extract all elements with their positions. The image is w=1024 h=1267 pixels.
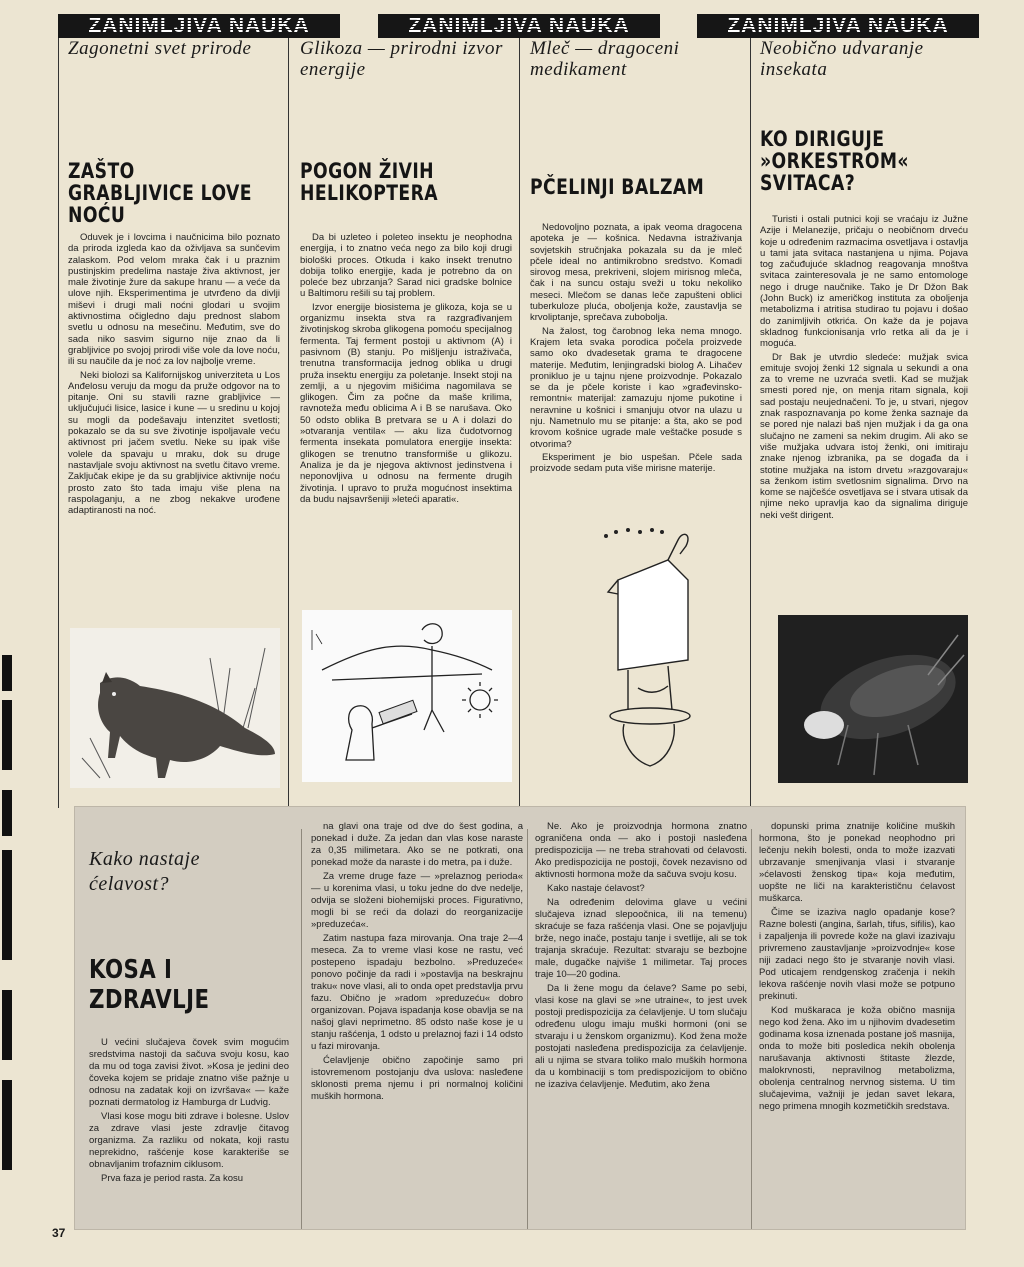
article-headline: ZAŠTO GRABLJIVICE LOVE NOĆU bbox=[68, 159, 252, 227]
subheading: Kako nastaje ćelavost? bbox=[547, 883, 645, 894]
paragraph: Vlasi kose mogu biti zdrave i bolesne. Uslov za zdrave vlasi jeste zdravlje čitavog organizma. Za razliku od nokata, koji rastu neprekidno, rašćenje kose karakteriše se obnavljanim trofaznim ciklusom. bbox=[89, 1111, 289, 1170]
paragraph: Nedovoljno poznata, a ipak veoma dragocena apoteka je — košnica. Nedavna istraživanja sovjetskih stručnjaka pokazala su da je mleč pčele ideal no antimikrobno sredstvo. Komadi sirovog mesa, prekriveni, slojem mirisnog mleča, čak i na suncu ostaju sveži u toku nekoliko meseci. Mlečom se danas leče zapušteni oblici tuberkuloze pluća, obolјenja kože, zaustavlja se krvoliptanje, sprečava zubobolja. bbox=[530, 222, 742, 324]
paragraph: U većini slučajeva čovek svim mogućim sredstvima nastoji da sačuva svoju kosu, kao da mu od toga zavisi život. »Kosa je jedini deo čoveka kojem se pridaje znatno više pažnje u odnosu na zadatak koji on izvršava« — kaže poznati dermatolog iz Hamburga dr Ludvig. bbox=[89, 1037, 289, 1108]
article-headline: KO DIRIGUJE »ORKESTROM« SVITACA? bbox=[760, 127, 909, 195]
paragraph: Dr Bak je utvrdio sledeće: mužjak svica emituje svojoj ženki 12 signala u sekundi a ona za to vreme ne uzvraća svetli. Kad se mužjak smesti pored nje, on menja ritam signala, koji sad postaju neujednačeni. To je, u stvari, njegov znak raspoznavanja po kome ženka saznaje da se pored nje nalazi baš njen mužjak i da ga ona slučajno ne zameni sa nekim drugim. Ali ako se više mužjaka udvara istoj ženki, oni imitiraju znake njenog izbranika, pa se događa da i stotine mužjaka na istom drvetu »razgovaraju« sa ženkom istim svetlosnim signalima. Drvo na kome se najčešće osvetljava se i stvara utisak da njime neko upravlja kao da signalima diriguje neki vešt dirigent. bbox=[760, 351, 968, 521]
helicopter-illustration bbox=[302, 610, 512, 782]
paragraph: Da bi uzleteo i poleteo insektu je neophodna energija, i to znatno veća nego za bilo koji drugi biološki proces. Otkuda i kako insekt trenutno dobija toliko energije, kada je potrebno da on poleće bez ubrzanja? Sarad nici gradske bolnice u Baltimoru rešili su taj problem. bbox=[300, 232, 512, 300]
paragraph: Turisti i ostali putnici koji se vraćaju iz Južne Azije i Melanezije, pričaju o neobičnom drveću koje u određenim razmacima osvetljava i ostavlja u tami jata svitaca nastanjena u njima. Pojava tog začuđujuće skladnog reagovanja mnoštva svitaca zainteresovala je ne samo entomologe nego i druge naučnike. Tako je Dr Džon Bak (John Buck) iz američkog instituta za obolјenja metabolizma i atritisa studirao tu pojavu i došao do zanimljivih otkrića. On kaže da je pojava skladnog funkcionisanja vrlo retka ali da je i moguća. bbox=[760, 214, 968, 350]
boxed-article-col-3 bbox=[535, 821, 747, 1093]
box-divider bbox=[751, 829, 752, 1229]
page-number: 37 bbox=[52, 1226, 66, 1240]
article-headline: PČELINJI BALZAM bbox=[530, 175, 705, 199]
paragraph: Neki biolozi sa Kalifornijskog univerziteta u Los Anđelosu veruju da mogu da pruže odgovor na to pitanje. Oni su stavili razne grabljivice — uključujući lisice, lasice i kune — u sredinu u kojoj su mogli da podešavaju intenzitet svetlosti; pokazalo se da su sve životinje ispoljavale veću aktivnost pri jačem svetlu. Neke su ipak više volele da spavaju u mraku, dok su druge nastavljale svoju aktivnost na svetlu čitavo vreme. Zaključak ekipe je da su grabljivice aktivnije noću prosto zato što tada imaju više plena na raspolaganju, a ne zbog nekakve urođene adaptiranosti na noć. bbox=[68, 369, 280, 517]
article-headline: KOSA I ZDRAVLJE bbox=[89, 955, 210, 1015]
paragraph: dopunski prima znatnije količine muških hormona, što je ponekad neophodno pri lečenju nekih bolesti, onda to može izazvati ubrzavanje smenjivanja vlasi i stvaranje »ćelavosti ženskog tipa« koja međutim, uopšte ne liči na karakterističnu ćelavost muškarca. bbox=[759, 821, 955, 904]
article-body bbox=[760, 214, 968, 521]
article-kicker: Mleč — dragoceni medikament bbox=[530, 38, 680, 80]
paragraph: Na određenim delovima glave u većini slučajeva iznad slepoočnica, ili na temenu) skraćuje se faza rašćenja vlasi. One se pojavljuju brže, nego inače, postaju tanje i svetlije, ali se tok trajanja skraćuje. Rezultat: stvaraju se bezbojne male, dugačke najviše 1 milimetar. Taj proces traje 10—20 godina. bbox=[535, 897, 747, 980]
paragraph: Da li žene mogu da ćelave? Same po sebi, vlasi kose na glavi se »ne utraine«, to jest uvek postoji predispozicija za ćelavljenje. U tom slučaju određenu ulogu imaju muški hormoni (oni se stvaraju i u ženskom organizmu). Kod žena može postojati nasleđena predispozicija za ćelavljenje. ali u njima se stvara toliko malo muških hormona da u kombinaciji s tom predispozicijom to obično ne izaziva ćelavljenje. Međutim, ako žena bbox=[535, 983, 747, 1090]
paragraph: Ne. Ako je proizvodnja hormona znatno ograničena onda — ako i postoji nasleđena predispozicija — ne treba strahovati od ćelavosti. Ako predispozicija ne postoji, čovek nezavisno od aktivnosti hormona može da sačuva svoju kosu. bbox=[535, 821, 747, 880]
article-body bbox=[68, 232, 280, 516]
section-header-2: ZANIMLJIVA NAUKA bbox=[378, 14, 660, 38]
paragraph: Kod muškaraca je koža obično masnija nego kod žena. Ako im u njihovim dvadesetim godinama kosa iznenada postane još masnija, onda to može biti posledica nekih obolenja narušavanja aktivnosti štitaste žlezde, malokrvnosti, nepravilnog metabolizma, obolenja centralnog nervnog sistema. U tim slučajevima, važniji je jedan savet lekara, nego primena mnogih kozmetičkih sredstava. bbox=[759, 1005, 955, 1112]
column-divider bbox=[750, 38, 751, 808]
paragraph: na glavi ona traje od dve do šest godina, a ponekad i duže. Za jedan dan vlas kose naraste za 0,35 milimetara. Ako se ne potkrati, ona ponekad može da naraste i do metra, pa i duže. bbox=[311, 821, 523, 868]
boxed-article-col-2 bbox=[311, 821, 523, 1105]
beehive-illustration bbox=[588, 520, 698, 770]
paragraph: Izvor energije biosistema je glikoza, koja se u organizmu insekta stva ra razgrađivanjem životinjskog skroba glikogena pomoću specijalnog fermenta. Taj ferment postoji u aktivnom (A) i pasivnom (B) stanju. Po mišljenju istraživača, trenutna transformacija jednog oblika u drugi pruža insektu energiju za poletanje. Insekt stoji na zemlji, a u njegovim mišićima nagomilava se glikogen. Čim za počne da maše krilima, ravnoteža među oblicima A i B se narušava. Oko 50 odsto oblika B pretvara se u A i dolazi do »otvaranja ventila« — aku liza čudotvornog fermenta insekata pomulatora energije insekta: glikogen se trenutno transformiše u glikozu. Analiza je da je njegova aktivnost jedinstvena i neponovljiva u odnosu na fermente drugih životinja. I upravo to pruža mogućnost insektima da budu najsavršeniji »leteći aparati«. bbox=[300, 301, 512, 505]
article-2 bbox=[300, 38, 512, 507]
paragraph: Oduvek je i lovcima i naučnicima bilo poznato da priroda izgleda kao da oživljava sa sunčevim zalaskom. Pod velom mraka čak i u praznim pustinjskim predelima nastaje živa aktivnost, jer male životinje žure da sakupe hranu — a veće da ulove njih. Eksperimentima je utvrđeno da divlji miševi i drugi mali noćni glodari u svojim aktivnostima očigledno daju prednost slabom svetlu u odnosu na mesečinu. Međutim, sve do sada niko sasvim sigurno nije znao da li grabljivice po svojoj prirodi više vole da love noću, ili su naučile da je noć za lov najbolje vreme. bbox=[68, 232, 280, 368]
article-kicker: Neobično udvaranje insekata bbox=[760, 38, 924, 80]
paragraph: Zatim nastupa faza mirovanja. Ona traje 2—4 meseca. Za to vreme vlasi kose ne rastu, već postepeno ispadaju bezbolno. »Preduzeće« ponovo počinje da radi i »postavlja na beskrajnu traku« nove vlasi, ali to onda opet predstavlja prvu fazu. Obično je »radom »preduzeću« dobro organizovan. Pojava ispadanja kose obavlja se na našoj glavi neprimetno. 85 odsto naše kose je u stanju rašćenja, 1 odsto u prelaznoj fazi i 14 odsto u fazi mirovanja. bbox=[311, 933, 523, 1052]
section-header-3: ZANIMLJIVA NAUKA bbox=[697, 14, 979, 38]
box-divider bbox=[301, 829, 302, 1229]
article-4 bbox=[760, 38, 968, 523]
box-divider bbox=[527, 829, 528, 1229]
section-header-1: ZANIMLJIVA NAUKA bbox=[58, 14, 340, 38]
article-body bbox=[530, 222, 742, 475]
fox-photo bbox=[70, 628, 280, 788]
paragraph: Ćelavljenje obično započinje samo pri istovremenom postojanju dva uslova: naslеđene sklonosti prema njemu i pri normalnoj količini muških hormona. bbox=[311, 1055, 523, 1102]
paragraph: Na žalost, tog čarobnog leka nema mnogo. Krajem leta svaka porodica počela proizvede samo oko dvadesetak grama te dragocene materije. Međutim, lenjingradski biolog A. Lihačev pronikluo je u tajnu njene proizvodnje. Pokazalo se da je pčele koriste i kao »građevinsko-remontni« materijal: zamazuju njome pukotine i neravnine u košnici i smanjuju otvor na ulazu u nju. Nametnulo mu se pitanje: a šta, ako se pod krovom košnice ugrade male veštačke posude s otvorima? bbox=[530, 325, 742, 450]
paragraph: Eksperiment je bio uspešan. Pčele sada proizvode sedam puta više mirisne materije. bbox=[530, 451, 742, 475]
column-divider bbox=[519, 38, 520, 808]
binding-edge bbox=[0, 0, 56, 1267]
paragraph: Za vreme druge faze — »prelaznog perioda« — u korenima vlasi, u toku jedne do dve nedelje, odvija se složeni biohemijski proces. Figurativno, mogli bi se reći da dolazi do reorganizacije »preduzeća«. bbox=[311, 871, 523, 930]
article-kicker: Kako nastaje ćelavost? bbox=[89, 848, 200, 895]
article-1 bbox=[68, 38, 280, 518]
boxed-article-col-1 bbox=[89, 821, 303, 1187]
article-3 bbox=[530, 38, 742, 477]
boxed-article-col-4 bbox=[759, 821, 955, 1115]
paragraph: Prva faza je period rasta. Za kosu bbox=[101, 1173, 244, 1184]
boxed-article bbox=[74, 806, 966, 1230]
column-divider bbox=[288, 38, 289, 808]
firefly-photo bbox=[778, 615, 968, 783]
column-divider bbox=[58, 38, 59, 808]
article-kicker: Glikoza — prirodni izvor energije bbox=[300, 38, 503, 80]
article-body bbox=[300, 232, 512, 505]
article-headline: POGON ŽIVIH HELIKOPTERA bbox=[300, 159, 438, 205]
paragraph: Čime se izaziva naglo opadanje kose? Razne bolesti (angina, šarlah, tifus, sifilis), kao i zapaljenja ili povrede kože na glavi izazivaju privremeno zaustavljanje »proizvodnje« kose niji zadaci nego što je stvaranje novih vlasi. Pod uticajem rendgenskog zračenja i nekih lekova rašćenje novih vlasi može se potpuno prekinuti. bbox=[759, 907, 955, 1002]
article-kicker: Zagonetni svet prirode bbox=[68, 38, 252, 59]
